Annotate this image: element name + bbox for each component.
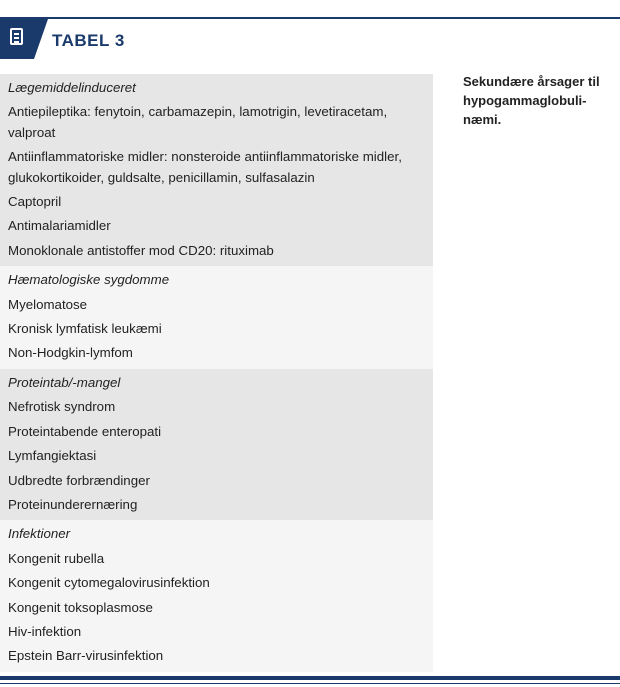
top-rule bbox=[0, 17, 620, 19]
list-item: Myelomatose bbox=[8, 296, 88, 312]
list-item: Antiepileptika: fenytoin, carbamazepin, lamotrigin, levetiracetam, valproat bbox=[8, 104, 388, 140]
section-proteintab bbox=[0, 369, 433, 520]
list-item: Epstein Barr-virusinfektion bbox=[8, 648, 164, 664]
list-item: Monoklonale antistoffer mod CD20: rituximab bbox=[8, 242, 274, 258]
section-heading: Proteintab/-mangel bbox=[8, 374, 121, 390]
table bbox=[0, 74, 433, 672]
list-item: Proteinunderernæring bbox=[8, 496, 138, 512]
list-item: Captopril bbox=[8, 194, 62, 210]
header-tab bbox=[0, 19, 34, 59]
bottom-thin-rule bbox=[0, 683, 620, 684]
section-laegemiddel bbox=[0, 74, 433, 266]
table-title: TABEL 3 bbox=[52, 31, 125, 50]
list-item: Nefrotisk syndrom bbox=[8, 399, 116, 415]
document-icon bbox=[10, 28, 23, 45]
bottom-rule bbox=[0, 676, 620, 680]
list-item: Hiv-infektion bbox=[8, 623, 82, 639]
section-heading: Hæmatologiske sygdomme bbox=[8, 272, 170, 288]
section-infektioner bbox=[0, 520, 433, 671]
list-item: Antiinflammatoriske midler: nonsteroide antiinflammatoriske midler, glukokortikoider, guldsalte, penicillamin, sulfasalazin bbox=[8, 149, 402, 185]
list-item: Kronisk lymfatisk leukæmi bbox=[8, 321, 162, 337]
section-heading: Lægemiddelinduceret bbox=[8, 80, 136, 95]
list-item: Lymfangiektasi bbox=[8, 448, 97, 464]
list-item: Kongenit toksoplasmose bbox=[8, 599, 153, 615]
section-haematologiske bbox=[0, 266, 433, 369]
list-item: Antimalariamidler bbox=[8, 218, 111, 234]
section-heading: Infektioner bbox=[8, 526, 71, 542]
list-item: Kongenit cytomegalovirusinfektion bbox=[8, 575, 210, 591]
list-item: Non-Hodgkin-lymfom bbox=[8, 345, 133, 361]
list-item: Udbredte forbrændinger bbox=[8, 472, 150, 488]
table-caption: Sekundære årsager til hypogammaglobuli-næmi. bbox=[463, 74, 600, 127]
list-item: Proteintabende enteropati bbox=[8, 423, 162, 439]
list-item: Kongenit rubella bbox=[8, 550, 105, 566]
